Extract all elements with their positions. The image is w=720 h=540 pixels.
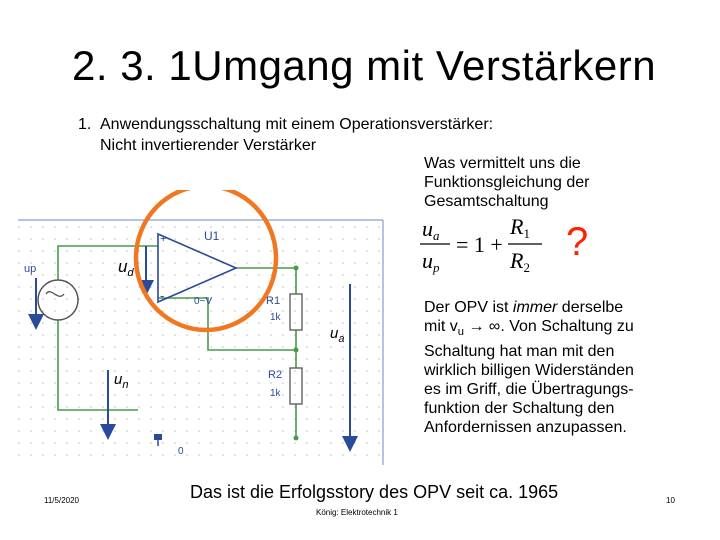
ground-label: 0 bbox=[178, 446, 184, 457]
slide-title: 2. 3. 1Umgang mit Verstärkern bbox=[72, 42, 657, 89]
ud-label: $u_d$ bbox=[118, 257, 134, 279]
footer-course: König: Elektrotechnik 1 bbox=[316, 508, 398, 517]
r1-label: R1 bbox=[266, 295, 281, 307]
formula-r1: R1 bbox=[510, 214, 530, 241]
formula-ua: ua bbox=[422, 216, 440, 243]
un-label: $u_n$ bbox=[114, 371, 129, 391]
desc-line: Der OPV ist immer derselbe bbox=[424, 299, 624, 316]
up-label: up bbox=[24, 263, 37, 275]
formula-eq: = 1 + bbox=[456, 232, 503, 257]
question-line: Was vermittelt uns die bbox=[424, 155, 581, 172]
opamp-model-label: 0~V bbox=[194, 296, 213, 307]
question-line: Gesamtschaltung bbox=[424, 193, 549, 210]
desc-line: es im Griff, die Übertragungs- bbox=[424, 381, 634, 399]
list-item-line1: Anwendungsschaltung mit einem Operationsverstärker: bbox=[100, 116, 494, 133]
footer-date: 11/5/2020 bbox=[44, 496, 79, 505]
ground-symbol bbox=[154, 434, 162, 440]
list-item-line2: Nicht invertierender Verstärker bbox=[100, 137, 317, 154]
plus-input-label: + bbox=[160, 233, 167, 245]
r2-label: R2 bbox=[268, 369, 283, 381]
formula-r2: R2 bbox=[510, 248, 530, 275]
desc-line: wirklich billigen Widerständen bbox=[424, 362, 634, 380]
opamp-circuit-diagram bbox=[18, 190, 408, 470]
desc-line: Anfordernissen anzupassen. bbox=[424, 419, 627, 437]
desc-line: funktion der Schaltung den bbox=[424, 400, 615, 418]
r2-value: 1k bbox=[270, 388, 281, 399]
question-line: Funktionsgleichung der bbox=[424, 174, 590, 191]
transfer-formula bbox=[418, 210, 578, 280]
formula-up: up bbox=[422, 248, 440, 275]
page-number: 10 bbox=[666, 496, 675, 505]
closing-statement: Das ist die Erfolgsstory des OPV seit ca. 1965 bbox=[190, 482, 559, 502]
ua-label: $u_a$ bbox=[330, 325, 345, 345]
question-text bbox=[424, 154, 664, 211]
minus-input-label: - bbox=[160, 288, 165, 303]
desc-line: Schaltung hat man mit den bbox=[424, 343, 615, 361]
list-number: 1. bbox=[78, 116, 92, 133]
schematic-grid bbox=[18, 220, 388, 465]
r1-value: 1k bbox=[270, 312, 281, 323]
opamp-label: U1 bbox=[204, 229, 220, 243]
question-mark: ? bbox=[566, 220, 589, 264]
desc-line: mit $v_u$ → ∞. Von Schaltung zu bbox=[424, 318, 634, 339]
description-text bbox=[424, 298, 674, 437]
